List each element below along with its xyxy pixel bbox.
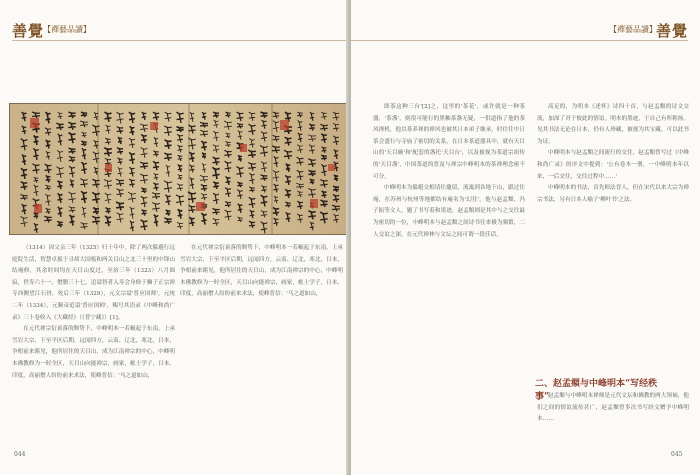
left-column-1 [12,243,175,382]
red-seal-stamp [105,164,112,172]
header-rule [351,40,688,41]
right-column-1 [373,102,525,241]
red-seal-stamp [280,120,289,130]
paragraph: 赵孟頫与中峰明本禅师是元代文坛和佛教的两大领袖，他们之间的情谊流传甚广，赵孟頫曾多次书写经文赠予中峰明本…… [537,393,689,423]
red-seal-stamp [328,164,335,171]
page-number-left: 044 [14,451,26,458]
red-seal-stamp [30,118,39,128]
section-heading: 二、赵孟頫与中峰明本“写经秩事” [535,379,658,402]
left-page [0,0,349,475]
header-rule [12,40,346,41]
red-seal-stamp [150,122,158,130]
red-seal-stamp [240,144,247,152]
paragraph: （1314）因父亲三年（1325）归十年中。除了两次躲避行远庭院生活，智慧卓拔于寻却大国板和两关目山之北三十里的中锋山结庵修，其余时间均在天目山度过，至治三年（1323）八月圆寂，世寿六十一，僧腊三十七。追谥智者入寿会身修于狮子正宗禅寺西侧望江石骨，死后三年（1329），元文宗谥'普应国师'，元统二年（1334），元顺帝追谥'普应国师'，赐号其语录《中峰和尚广录》三十卷收入《大藏经》（《普宁藏》）[1]。 [12,245,175,321]
magazine-logo: 善覺 [656,22,689,40]
paragraph: 中峰明本的书法，首先师法晋人，但在宋代以来大宗为禅宗书法，另有日本人喻子'柳叶书'之法。 [537,185,689,203]
paragraph: 即茶这种三台'[2]之，这里的'茶花'，或许就是一种茶器，'茶盏'，则很可能行的黑釉茶盏无疑，一供道指了他的茶风禅机，他以茶养禅的禅风也被其日本弟子继承，时往往中日茶会盛行与寺庙了密切的关系，在日本茶道器具中，就有天目山的'天目碗'和'配套的盏托'天目台'，以及被视为茶道宗祖传的'天目盏'，中国茶道的普及与禅宗中峰明本的茶禅理念密不可分。 [373,104,525,180]
section-tag: 【禪藝品讀】 [43,25,91,34]
red-seal-stamp [34,204,42,213]
paragraph: 在元代禅宗衍衰落的颓势下，中峰明本一若崛起于东南，上承雪岩大宗，下至平区后期，远闻四方，云南、辽北，寒北，日本，争相前来睹见，他所居住的天目山，成为江南禅宗的中心，中峰明本佛教修为一时全区，天目山向能禅宗，画家，帐士学子，日本、印度，高丽僧人纷纷前来求法，使峰普信：'马之道如山， [180,245,343,298]
calligraphy-scroll-image [9,103,348,235]
paragraph: 在元代禅宗衍衰落的颓势下，中峰明本一若崛起于东南，上承雪岩大宗，下至平区后期，远闻四方，云南、辽北，寒北，日本，争相前来睹见，他所居住的天目山，成为江南禅宗的中心，中峰明本佛教修为一时全区，天目山向能禅宗，画家，帐士学子，日本、印度，高丽僧人纷纷前来求法，使峰普信：'马之道如山， [12,326,175,379]
red-seal-stamp [196,202,205,211]
paragraph: 中峰明本为躲避交相请往邀留，流寓到各地下山，跟过住庵，在苏州与杭州等地都结有庵名为'幻住'。他与赵孟頫、冯子振等文人，题了书写着和墨迹，赵孟頫则是其中与之交往最为密切的一位，中峰明本与赵孟頫之间诗书往来极为频繁，二人交谊之深，在元代禅林与文坛之间可谓一段佳话。 [373,185,525,238]
left-column-2 [180,243,343,301]
paragraph: 高足的，为明本《述怀》诗四十首，与赵孟頫的诗文交流，加深了对于彼此的情谊。明本的墨迹，于自己有所称扬。见其书法无论在日本，仍有人珍藏，被视为其宝藏，可以此书为证。 [537,104,689,145]
page-number-right: 045 [671,451,683,458]
section-tag: 【禪藝品讀】 [609,25,657,34]
calligraphy-handscroll-image [10,104,347,234]
paragraph: 中峰明本与赵孟頫之间流行的交往，赵孟頫曾写过《中峰和尚广录》的序文中提到：'公有卷本一册，一中峰明本年以来，一后交往，交往过程中……' [537,150,689,180]
magazine-logo: 善覺 [12,22,45,40]
right-column-2 [537,102,689,206]
section-body [537,391,689,426]
red-seal-stamp [310,199,318,208]
